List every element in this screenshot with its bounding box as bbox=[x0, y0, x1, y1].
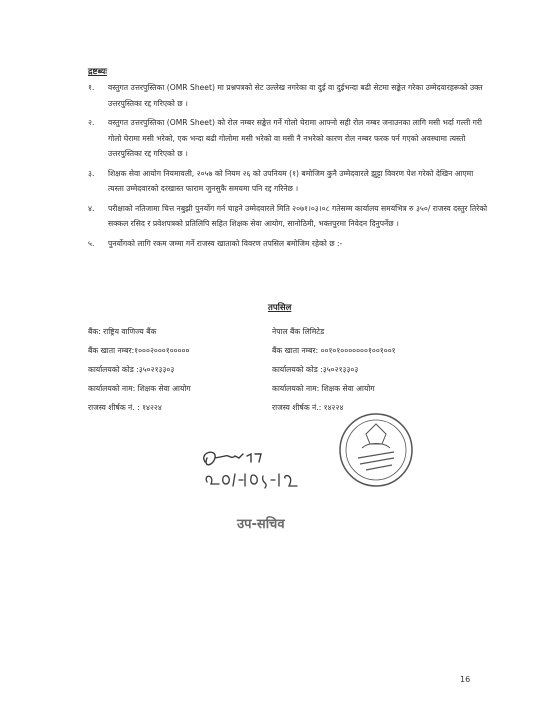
office-code: कार्यालयको कोड :३५०२१३३०३ bbox=[272, 365, 359, 374]
official-seal bbox=[336, 410, 416, 490]
note-text: शिक्षक सेवा आयोग नियमावली, २०५७ को नियम २६ को उपनियम (१) बमोजिम कुनै उम्मेदवारले झुट्टा विवरण पेश गरेको देखिन आएमा त्यस्ता उम्मेदवारको दरखास्त फाराम जुनसुकै समयमा पनि रद्द गरिनेछ । bbox=[108, 168, 474, 193]
notes-list bbox=[88, 80, 488, 255]
note-text: पुनर्योगको लागि रकम जम्मा गर्ने राजस्व खाताको विवरण तपसिल बमोजिम रहेको छ :- bbox=[108, 238, 343, 248]
revenue-heading: राजस्व शीर्षक नं.: १४२२४ bbox=[272, 403, 344, 412]
bank-details-left bbox=[88, 322, 191, 417]
bank-details-right bbox=[272, 322, 396, 417]
note-item-4 bbox=[88, 201, 488, 232]
page-number: 16 bbox=[460, 675, 471, 684]
note-item-1 bbox=[88, 80, 488, 111]
note-text: परीक्षाको नतिजामा चित्त नबुझी पुनर्योग गर्न चाहने उम्मेदवारले मिति २०७१।०३।०८ गतेसम्म कार्यालय समयभित्र रु ३५०/ राजस्व दस्तुर तिरेको सक्कल रसिद र प्रवेशपत्रको प्रतिलिपि सहित शिक्षक सेवा आयोग, सानोठिमी, भक्तपुरमा निवेदन दिनुपर्नेछ । bbox=[108, 203, 488, 228]
bank-name: बैंक: राष्ट्रिय वाणिज्य बैंक bbox=[88, 327, 157, 336]
tapsil-title: तपसिल bbox=[268, 303, 292, 313]
note-text: वस्तुगत उत्तरपुस्तिका (OMR Sheet) को रोल नम्बर सङ्केत गर्ने गोलो घेरामा आफ्नो सही रोल नम्बर जनाउनका लागि मसी भर्दा गल्ती गरी गोलो घेरामा मसी भरेको, एक भन्दा बढी गोलोमा मसी भरेको वा मसी नै नभरेको कारण रोल नम्बर फरक पर्न गएको अवस्थामा त्यस्तो उत्तरपुस्तिका रद्द गरिएको छ । bbox=[108, 118, 482, 158]
note-item-3 bbox=[88, 166, 488, 197]
office-name: कार्यालयको नाम: शिक्षक सेवा आयोग bbox=[272, 384, 375, 393]
note-text: वस्तुगत उत्तरपुस्तिका (OMR Sheet) मा प्रश्नपत्रको सेट उल्लेख नगरेका वा दुई वा दुईभन्दा बढी सेटमा सङ्केत गरेका उम्मेदवारहरूको उक्त उत्तरपुस्तिका रद्द गरिएको छ । bbox=[108, 83, 483, 108]
bank-account-number: बैंक खाता नम्बर:१०००२०००१००००० bbox=[88, 346, 190, 355]
bank-account-number: बैंक खाता नम्बर: ००१०१०००००००१००१००१ bbox=[272, 346, 396, 355]
note-number: ३. bbox=[88, 168, 95, 178]
note-number: १. bbox=[88, 83, 95, 92]
bank-name: नेपाल बैंक लिमिटेड bbox=[272, 327, 325, 336]
note-item-2 bbox=[88, 115, 488, 162]
notes-heading: द्रष्टब्यः bbox=[88, 67, 107, 77]
note-number: ४. bbox=[88, 203, 95, 213]
office-name: कार्यालयको नाम: शिक्षक सेवा आयोग bbox=[88, 384, 191, 393]
revenue-heading: राजस्व शीर्षक नं. : १४२२४ bbox=[88, 403, 162, 412]
note-number: ५. bbox=[88, 238, 95, 248]
note-item-5 bbox=[88, 236, 488, 252]
office-code: कार्यालयको कोड :३५०२१३३०३ bbox=[88, 365, 175, 374]
designation-text: उप-सचिव bbox=[237, 517, 285, 532]
handwritten-signature bbox=[195, 444, 305, 504]
note-number: २. bbox=[88, 118, 95, 127]
